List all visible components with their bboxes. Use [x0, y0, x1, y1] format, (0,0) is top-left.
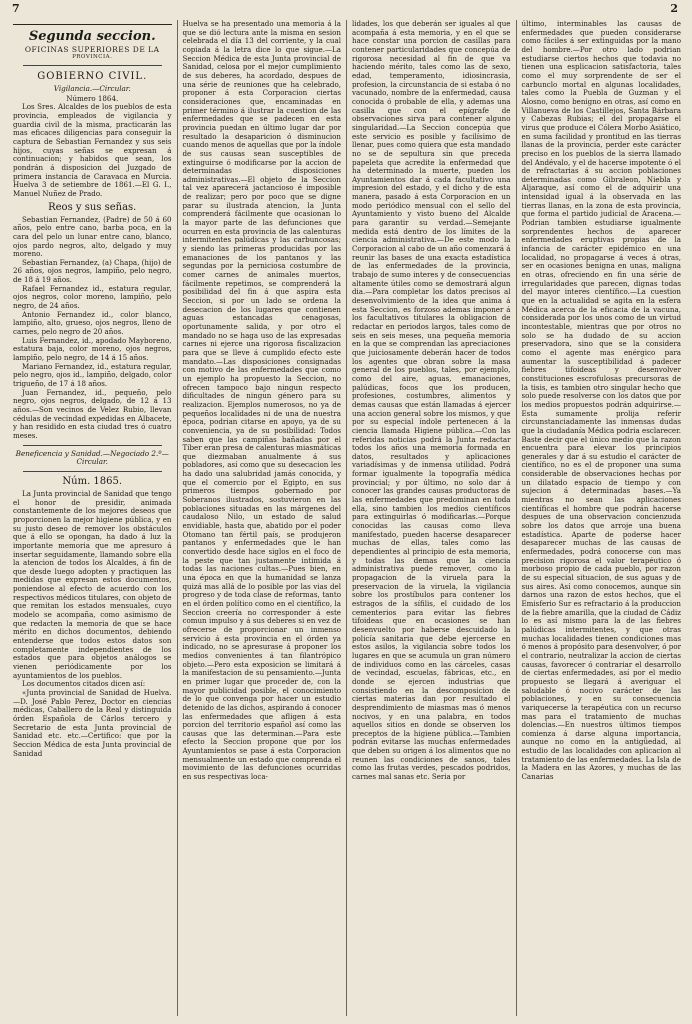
column-4: [517, 20, 687, 1016]
page-mark-left: 7: [12, 2, 20, 15]
circular-paragraph: La Junta provincial de Sanidad que tengo el honor de presidir, animada constantemente de los mejores deseos que proporcionen la mejor higiene pública, y en su justo deseo de remover los obstáculos que á ello se opongan, ha dado á luz la importante memoria que me apresuro á insertar seguidamente, llamando sobre ella la atencion de todos los Alcaldes, á fin de que desde luego adopten y practiquen las medidas que expresan estos documentos, poniendose al efecto de acuerdo con los respectivos médicos titulares, con objeto de que remitan los estados mensuales, cuyo modelo se acompaña, como asimismo de que redacten la memoria de que se hace mérito en dichos documentos, debiendo entenderse que todos estos datos son completamente independientes de los estados que para objetos análogos se vienen periódicamente por los ayuntamientos de los pueblos.: [13, 488, 172, 680]
circular-number: Número 1864.: [66, 93, 119, 103]
gobierno-heading: GOBIERNO CIVIL.: [37, 71, 148, 82]
divider: [23, 445, 162, 446]
divider: [23, 65, 162, 66]
columns: [8, 20, 686, 1016]
reo-paragraph: Sebastian Fernandez, (Padre) de 50 á 60 años, pelo entre cano, barba poca, en la cara del pelo un lunar entre cano, blanco, ojos pardo negros, alto, delgado y muy moreno.: [13, 214, 172, 259]
reo-paragraph: Rafael Fernandez id., estatura regular, ojos negros, color moreno, lampiño, pelo negro, de 24 años.: [13, 283, 172, 311]
top-rule: [13, 24, 172, 25]
article-paragraph: último, interminables las causas de enfermedades que pueden considerarse como fáciles á ser extinguidas por la mano del hombre.—Por otro lado podrian estudiarse ciertos hechos que todavia no tienen una esplicacion satisfactoria, tales como el muy sorprendente de ser el carbunclo mortal en algunas localidades, tales como la Puebla de Guzman y el Alosno, como benigno en otras, así como en Villanueva de los Castillejos, Santa Bárbara y Cabezas Rubias; el del propagarse el virus que produce el Cólera Morbo Asiático, en suma facilidad y prontitud en las tierras llanas de la provincia, perder este carácter preciso en los pueblos de la sierra llamado del Andévalo, y el de hacerse impotente ó el de refractarias á su accion poblaciones determinadas como Gibraleon, Niebla y Aljaraque, así como el de adquirir una intensidad igual á la observada en las tierras llanas, en la zona de esta provincia, que forma el partido judicial de Aracena.—Podrian tambien estudiarse igualmente sorprendentes hechos de aparecer enfermedades eruptivas propias de la infancia de carácter epidémico en una localidad, no propagarse á veces á otras, ser en ocasiones benigna en unas, maligna en otras, ofreciendo en fin una série de irregularidades que parecen, dignas todas del mayor interes científico.—La cuestion que en la actualidad se agita en la esfera Médica acerca de la eficacia de la vacuna, considerada por los unos como de un virtud incontestable, mientras que por otros no solo se ha dudado de su accion preservadora, sino que se la considera como el agente mas enérgico para aumentar la susceptibilidad á padecer fiebres tifoideas y desenvolver constituciones escrofulosas precursoras de la tisis, es tambien otro singular hecho que solo puede resolverse con los datos que por los medios propuestos podrán adquirirse.—Esta sumamente prolija referir circunstanciadamente las inmensas dudas que la ciudadanía Médica podria esclarecer. Baste decir que el único medio que la razon encuentra para elevar los principios generales y dar á su estudio el carácter de científico, no es el de proponer una suma considerable de observaciones hechas por un dilatado espacio de tiempo y con sujecion á determinadas bases.—Ya mientras no sean las aplicaciones científicas el hombre que podrán hacerse despues de una observacion concienzuda sobre los datos que arroje una buena estadística. Aparte de poderse hacer desaparecer muchas de las causas de enfermedades, podrá conocerse con mas precision rigorosa el valor terapéutico ó morboso propio de cada pueblo, por razon de su especial situacion, de sus aguas y de sus aires. Así como conocemos, aunque sin darnos una razon de estos hechos, que el Emisferio Sur es refractario á la produccion de la fiebre amarilla, que la ciudad de Cádiz lo es así mismo para la de las fiebres palúdicas intermitentes, y que otras muchas localidades tienen condiciones mas ó menos á propósito para desenvolver, ó por el contrario, neutralizar la accion de ciertas causas, favorecer ó contrariar el desarrollo de ciertas enfermedades, así por el medio propuesto se llegará á averiguar el saludable ó nocivo carácter de las poblaciones, y en su consecuencia variquecerse la terapéutica con un recurso mas para el tratamiento de muchas dolencias.—En nuestros últimos tiempos comienza á darse alguna importancia, aunque no como en la antigüedad, al estudio de las localidades con aplicacion al tratamiento de las enfermedades. La Isla de la Madera en las Azores, y muchas de las Canarias: [521, 20, 681, 782]
beneficencia-heading: Beneficencia y Sanidad.—Negociado 2.º—Circular.: [15, 448, 169, 467]
reo-paragraph: Antonio Fernandez id., color blanco, lampiño, alto, grueso, ojos negros, lleno de carnes, pelo negro de 20 años.: [13, 309, 172, 337]
circular-paragraph: Los documentos citados dicen así:: [22, 679, 146, 689]
reo-paragraph: Luis Fernandez, id., apodado Mayboreno, estatura baja, color moreno, ojos negros, lampiño, pelo negro, de 14 á 15 años.: [13, 335, 172, 363]
circular-paragraph: «Junta provincial de Sanidad de Huelva.—D. José Pablo Perez, Doctor en ciencias médicas, Caballero de la Real y distinguida órden Española de Cárlos tercero y Secretario de esta Junta provincial de Sanidad etc. etc.—Certifico: que por la Seccion Médica de esta Junta provincial de Sanidad: [13, 688, 172, 758]
reos-heading: Reos y sus señas.: [48, 201, 137, 213]
reo-paragraph: Sebastian Fernandez, (a) Chapa, (hijo) de 26 años, ojos negros, lampiño, pelo negro, de 18 á 19 años.: [13, 257, 172, 285]
circular-heading: Vigilancia.—Circular.: [53, 84, 131, 93]
circular-1865-number: Núm. 1865.: [62, 475, 123, 487]
province-label: PROVINCIA.: [72, 54, 113, 60]
column-2: [178, 20, 348, 1016]
circular-body: Los Sres. Alcaldes de los pueblos de esta provincia, empleados de vigilancia y guardia civil de la misma, practicarán las mas eficaces diligencias para conseguir la captura de Sebastian Fernandez y sus seis hijos, cuyas señas se expresan á continuacion; y habidos que sean, los pondrán á disposicion del Juzgado de primera instancia de Caravaca en Murcia. Huelva 3 de setiembre de 1861.—El G. I., Manuel Nuñez de Prado.: [13, 102, 172, 198]
column-3: [347, 20, 517, 1016]
reo-paragraph: Juan Fernandez, id., pequeño, pelo negro, ojos negros, delgado, de 12 á 13 años.—Son vecinos de Velez Rubio, llevan cédulas de vecindad expedidas en Albacete, y han residido en esta ciudad tres ó cuatro meses.: [13, 387, 172, 440]
page-mark-right: 2: [670, 2, 678, 15]
offices-label: OFICINAS SUPERIORES DE LA: [24, 45, 160, 54]
column-1: [8, 20, 178, 1016]
section-title: Segunda seccion.: [28, 29, 156, 44]
reo-paragraph: Mariano Fernandez, id., estatura regular, pelo negro, ojos id., lampiño, delgado, color trigueño, de 17 á 18 años.: [13, 361, 172, 388]
divider: [23, 471, 162, 472]
offices-heading: [13, 45, 172, 61]
article-paragraph: Huelva se ha presentado una memoria á la que se dió lectura ante la misma en sesion celebrada el día 13 del corriente, y la cual copiada á la letra dice lo que sigue.—La Seccion Médica de esta Junta provincial de Sanidad, celosa por el mejor cumplimiento de sus deberes, ha acordado, despues de una série de reuniones que ha celebrado, proponer á esta Corporacion ciertas consideraciones que, encaminadas en primer término á ilustrar la cuestion de las enfermedades que se padecen en esta provincia puedan en último lugar dar por resultado la desaparicion ó disminucion cuando menos de aquellas que por la índole de sus causas sean susceptibles de extinguirse ó modificarse por la accion de determinadas disposiciones administrativas.—El objeto de la Seccion tal vez aparecerá jactancioso é imposible de realizar; pero por poco que se digne parar su ilustrada atencion, la Junta comprenderá fácilmente que ocasionan lo la mayor parte de las defunciones que ocurren en esta provincia de las calenturas intermitentes palúdicas y las carbuncosas; y siendo las primeras producidas por las emanaciones de los pantanos y las segundas por la perniciosa costumbre de comer carnes de animales muertos, fácilmente repetimos, se comprenderá la posibilidad del fin á que aspira esta Seccion, si por un lado se ordena la desecacion de los lugares que contienen aguas estancadas cenagosas, oportunamente salida, y por otro el mandado no se haga uso de las expresadas carnes ni ejerce una rigorosa fiscalizacion para que se lleve á cumplido efecto este mandato.—Las disposiciones consignadas con motivo de las enfermedades que como un ejemplo ha propuesto la Seccion, no ofrecen tampoco bajo ningun respecto dificultades de ningun género para su realizacion. Ejemplos numerosos, no ya de pequeños localidades ni de una de nuestra época, podrian citarse en apoyo, ya de su conveniencia, ya de su posibilidad: Todos saben que las campiñas bañadas por el Tíber eran presa de calenturas miasmáticas que diezmaban anualmente á sus pobladores, así como que su desecacion les ha dado una salubridad jamás conocida, y que el comercio por el Egipto, en sus primeros tiempos gobernado por Soberanos ilustrados, sostuvieron en las poblaciones situadas en las márgenes del caudaloso Nilo, un estado de salud envidiable, hasta que, abatido por el poder Otomano tan fértil país, se produjeron pantanos y enfermedades que le han convertido desde hace siglos en el foco de la peste que tan justamente intimida á todas las naciones cultas.—Pues bien, en una época en que la humanidad se lanza quizá mas allá de lo posible por las vias del progreso y de toda clase de reformas, tanto en el órden político como en el científico, la Seccion creería no corresponder á este comun impulso y á sus deberes si en vez de ofrecerse de proporcionar un inmenso servicio á esta provincia en el órden ya indicado, no se apresurase á proponer los medios convenientes á tan filantrópico objeto.—Pero esta exposicion se limitará á la manifestacion de su pensamiento.—Junta en primer lugar que proceder de, con la mayor publicidad posible, el conocimiento de lo que convenga por hacer un estudio detenido de las dichos, aspirando á conocer las enfermedades que afligen á esta porcion del territorio español así como las causas que las determinan.—Para este efecto la Seccion propone que por los Ayuntamientos se pase á esta Corporacion mensualmente un estado que comprenda el movimiento de las defunciones ocurridas en sus respectivas loca-: [182, 20, 341, 782]
article-paragraph: lidades, los que deberán ser iguales al que acompaña á esta memoria, y en el que se hace constar una porcion de casillas para contener particularidades que concepúa de rigorosa necesidad al fin de que va haciendo mérito, tales como las de sexo, edad, temperamento, idiosincrasia, profesion, la circunstancia de si estaba ó no vacunado, nombre de la enfermedad, causa conocida ó probable de ella, y ademas una casilla que con el epígrafe de observaciones sirva para contener alguno singularidad.—La Seccion concepúa que este servicio es posible y facilísimo de llenar, pues como quiera que esta mandado no se de sepultura sin que preceda papeleta que acredite la enfermedad que ha determinado la muerte, pueden los Ayuntamientos dar á cada facultativo una impresion del estado, y el dicho y de esta manera, pasado á esta Corporacion en un modo periódico mensual con el sello del Ayuntamiento y visto bueno del Alcalde para garantir su verdad.—Semejante medida está dentro de los límites de la ciencia administrativa.—De este modo la Corporacion al cabo de un año comenzará á reunir las bases de una exacta estadística de las enfermedades de la provincia, trabajo de sumo interes y de consecuencias altamente útiles como se demostrará algun dia.—Para completar los datos precisos al desenvolvimiento de la idea que anima á esta Seccion, es forzoso ademas imponer á los facultativos titulares la obligacion de redactar en periodos largos, tales como de seis en seis meses, una pequeña memoria en la que se comprendan las apreciaciones que juiciosamente deberán hacer de todos los agentes que obran sobre la masa general de los pueblos, tales, por ejemplo, como del aire, aguas, emanaciones, palúdicas, focos que los producen, profesiones, costumbres, alimentos y demas causas que están llamadas á ejercer una accion general sobre los mismos, y que por su especial índole pertenecen á la ciencia llamada Higiene pública.—Con las referidas noticias podrá la Junta redactar todos los años una memoria formada en datos, resultados y aplicaciones variadísimas y de inmensa utilidad. Podrá formar igualmente la topografía médica provincial; y por último, no solo dar á conocer las grandes causas productoras de las enfermedades que predominan en toda ella, sino tambien los medios científicos para extinguirlas ó modificarlas.—Porque conocidas las causas como lleva manifestado, pueden hacerse desaparecer muchas de ellas, tales como las dependientes al principio de esta memoria, y todas las demas que la ciencia administrativa puede remover, como la propagacion de la viruela para la preservacion de la viruela, la vigilancia sobre los prostíbulos para contener los estragos de la sífilis, el cuidado de los cementerios para evitar las fiebres tifoideas que en ocasiones se han desenvuelto por haberse descuidado la policía sanitaria que debe ejercerse en estos asilos, la vigilancia sobre todos los lugares en que se acumula un gran número de individuos como en las cárceles, casas de vecindad, escuelas, fábricas, etc., en donde se ejercen industrias que consistiendo en la descomposicion de ciertas materias dan por resultado el desprendimiento de miasmas mas ó menos nocivos, y en una palabra, en todos aquellos sitios en donde se observen los preceptos de la higiene pública.—Tambien podrán evitarse las muchas enfermedades que deben su origen á los alimentos que no reunen las condiciones de sanos, tales como las frutas verdes, pescados podridos, carnes mal sanas etc. Seria por: [352, 20, 511, 782]
